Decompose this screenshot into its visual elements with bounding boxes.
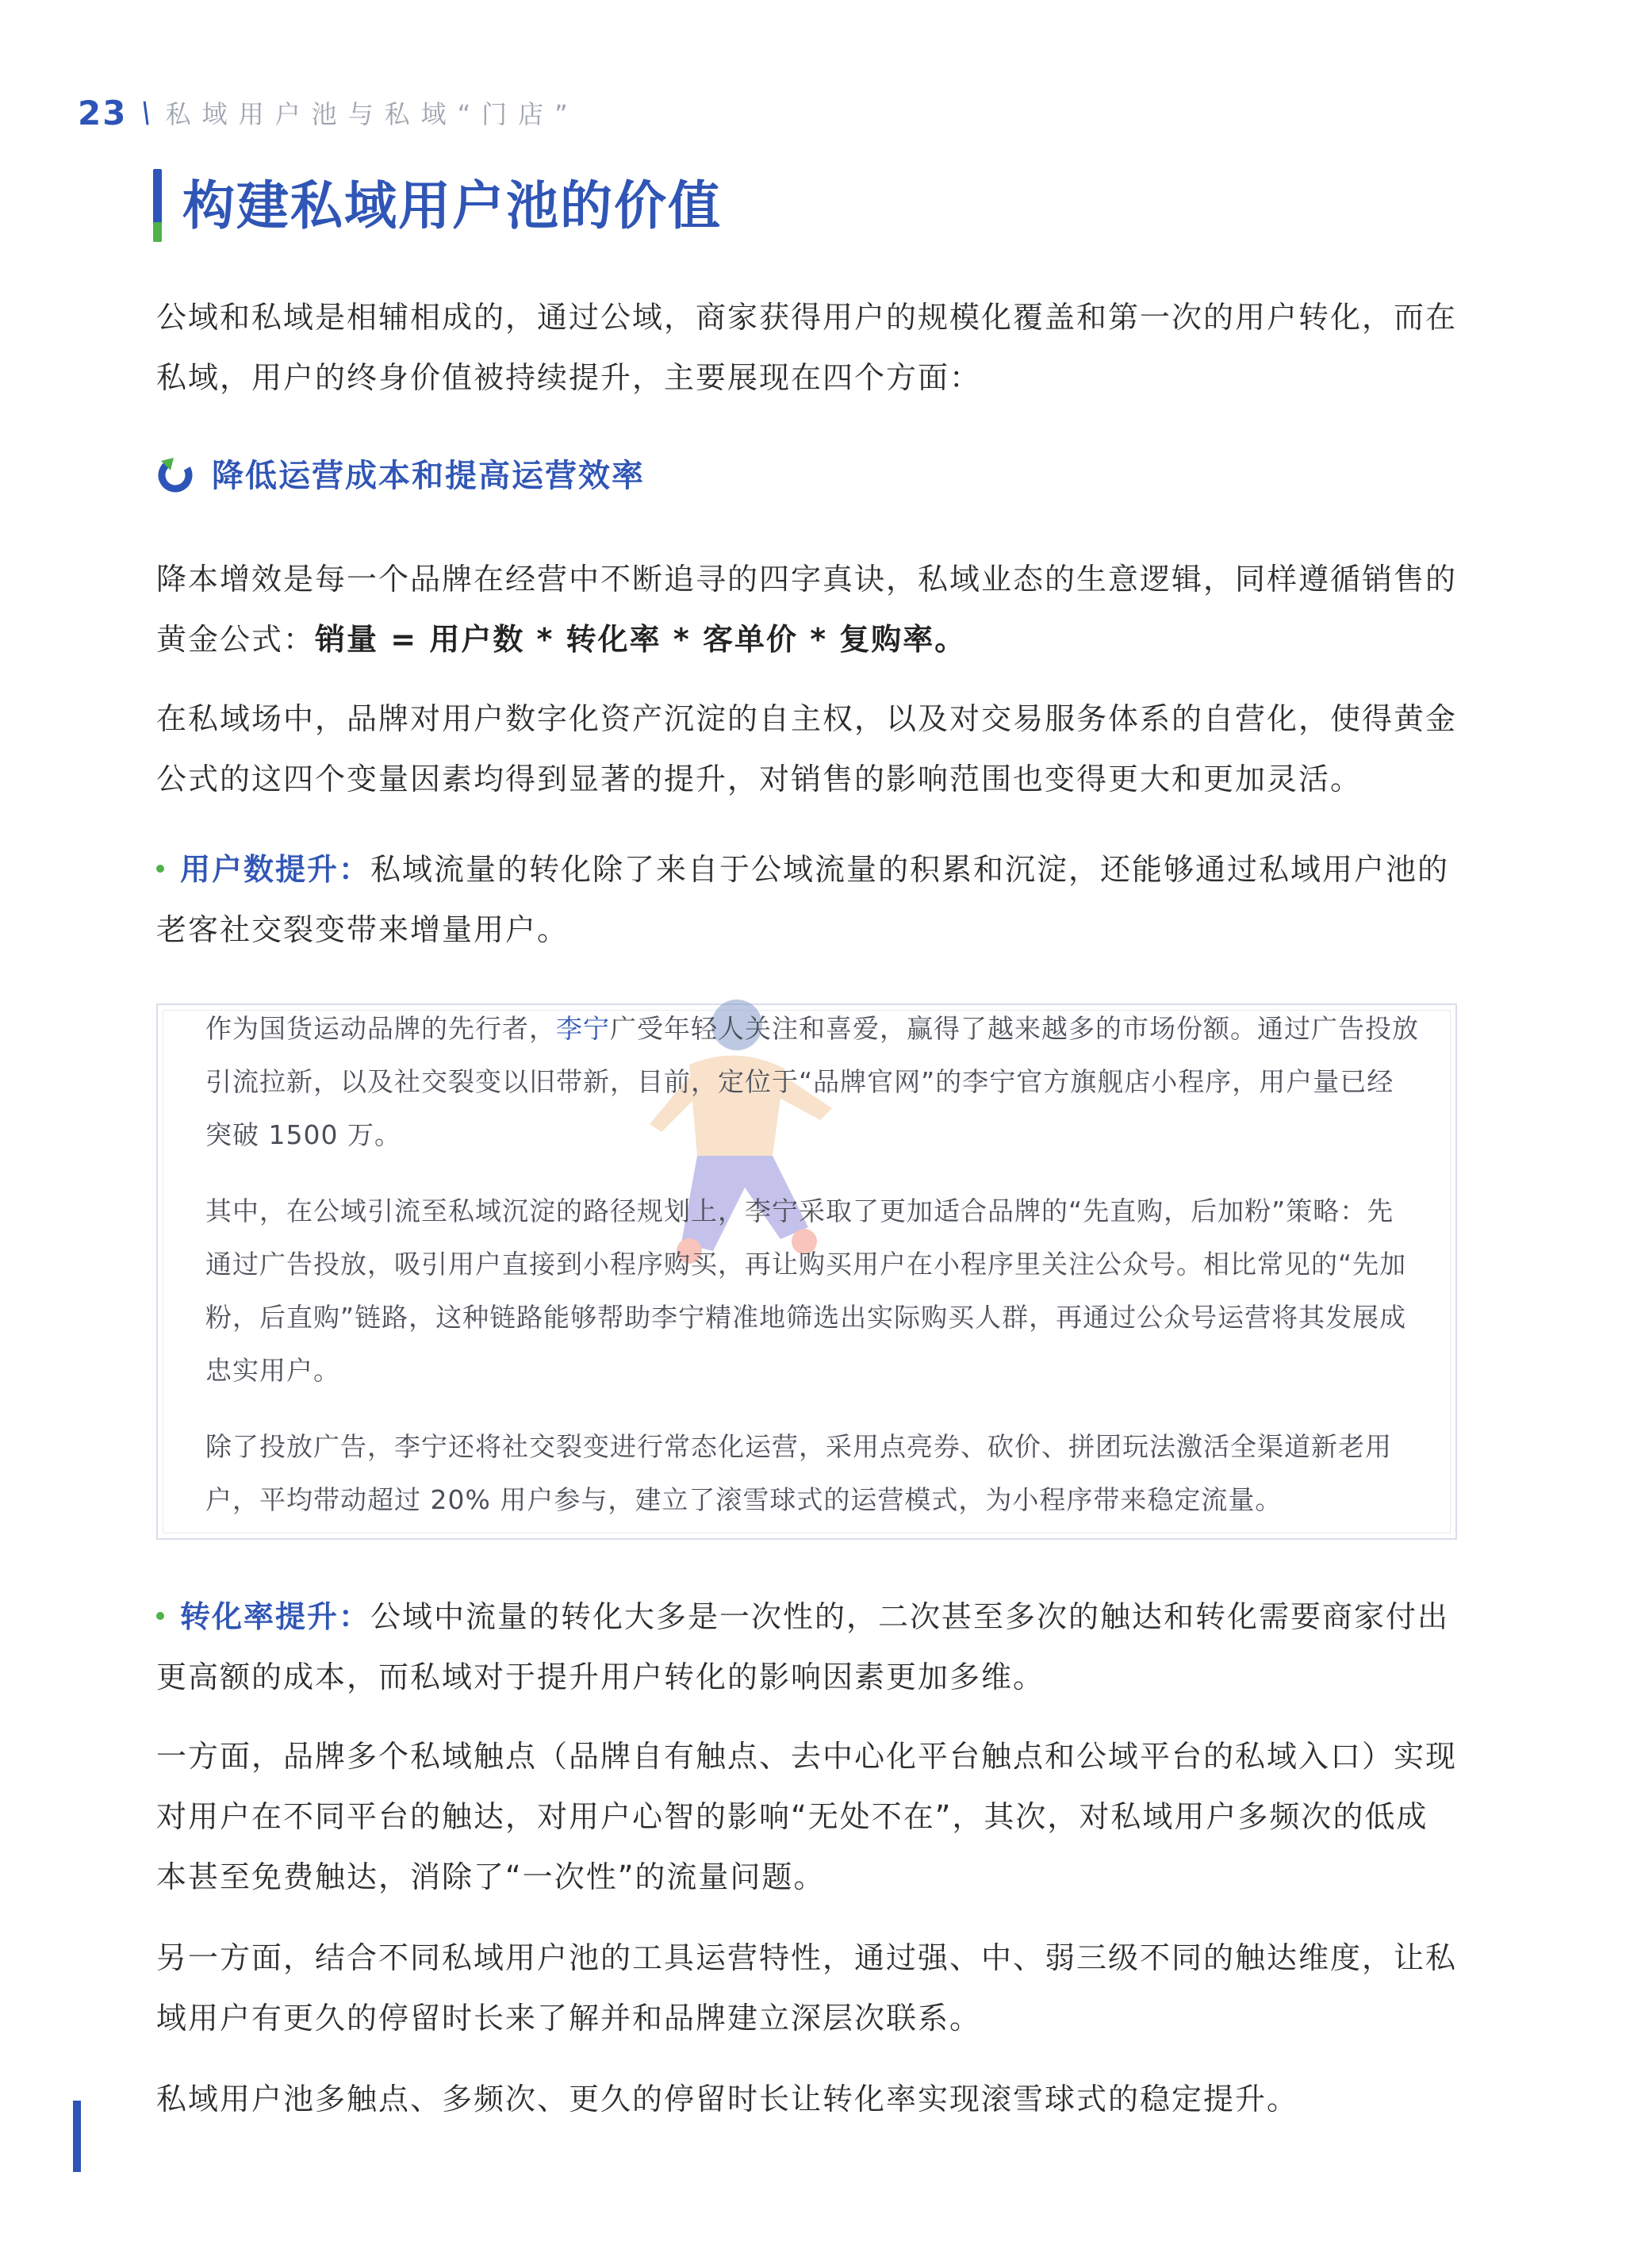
bullet-dot-icon bbox=[156, 1612, 164, 1620]
tools-paragraph: 另一方面，结合不同私域用户池的工具运营特性，通过强、中、弱三级不同的触达维度，让私域用户有更久的停留时长来了解并和品牌建立深层次联系。 bbox=[156, 1940, 1458, 2036]
subsection-title: 降低运营成本和提高运营效率 bbox=[212, 458, 645, 494]
formula-paragraph bbox=[156, 549, 1457, 670]
refresh-cycle-icon bbox=[156, 455, 194, 493]
title-accent-green bbox=[153, 222, 162, 242]
summary-paragraph: 私域用户池多触点、多频次、更久的停留时长让转化率实现滚雪球式的稳定提升。 bbox=[156, 2082, 1299, 2116]
case-study-box bbox=[156, 1004, 1457, 1540]
case-paragraph-3: 除了投放广告，李宁还将社交裂变进行常态化运营，采用点亮券、砍价、拼团玩法激活全渠道新老用户，平均带动超过 20% 用户参与，建立了滚雪球式的运营模式，为小程序带来稳定流量。 bbox=[205, 1431, 1392, 1515]
subsection-heading bbox=[156, 451, 645, 496]
brand-name: 李宁 bbox=[556, 1013, 610, 1044]
intro-paragraph: 公域和私域是相辅相成的，通过公域，商家获得用户的规模化覆盖和第一次的用户转化，而在私域，用户的终身价值被持续提升，主要展现在四个方面： bbox=[156, 300, 1458, 395]
bullet-conversion-label: 转化率提升： bbox=[180, 1599, 371, 1634]
running-title: 私域用户池与私域“门店” bbox=[165, 99, 579, 129]
touchpoints-paragraph: 一方面，品牌多个私域触点（品牌自有触点、去中心化平台触点和公域平台的私域入口）实现对用户在不同平台的触达，对用户心智的影响“无处不在”，其次，对私域用户多频次的低成本甚至免费触达，消除了“一次性”的流量问题。 bbox=[156, 1739, 1458, 1894]
bottom-accent-bar bbox=[73, 2101, 81, 2172]
bullet-conversion bbox=[156, 1587, 1457, 1707]
case-p1-after: 广受年轻人关注和喜爱，赢得了越来越多的市场份额。通过广告投放引流拉新，以及社交裂变以旧带新，目前，定位于“品牌官网”的李宁官方旗舰店小程序，用户量已经突破 1500 万。 bbox=[205, 1013, 1419, 1150]
section-title: 构建私域用户池的价值 bbox=[182, 175, 722, 236]
header-separator: \ bbox=[138, 96, 155, 129]
bullet-dot-icon bbox=[156, 865, 164, 873]
formula-intro-text: 降本增效是每一个品牌在经营中不断追寻的四字真诀，私域业态的生意逻辑，同样遵循销售的黄金公式： bbox=[156, 562, 1458, 657]
case-paragraph-1 bbox=[205, 1002, 1419, 1161]
variables-paragraph: 在私域场中，品牌对用户数字化资产沉淀的自主权，以及对交易服务体系的自营化，使得黄金公式的这四个变量因素均得到显著的提升，对销售的影响范围也变得更大和更加灵活。 bbox=[156, 701, 1458, 796]
page-number: 23 bbox=[78, 93, 128, 132]
bullet-users-text: 私域流量的转化除了来自于公域流量的积累和沉淀，还能够通过私域用户池的老客社交裂变带来增量用户。 bbox=[156, 852, 1450, 947]
bullet-users bbox=[156, 839, 1457, 960]
case-p1-before: 作为国货运动品牌的先行者， bbox=[205, 1013, 556, 1044]
case-paragraph-2: 其中，在公域引流至私域沉淀的路径规划上，李宁采取了更加适合品牌的“先直购，后加粉”策略：先通过广告投放，吸引用户直接到小程序购买，再让购买用户在小程序里关注公众号。相比常见的“先加粉，后直购”链路，这种链路能够帮助李宁精准地筛选出实际购买人群，再通过公众号运营将其发展成忠实用户。 bbox=[205, 1195, 1407, 1386]
running-header bbox=[78, 89, 579, 136]
bullet-conversion-text: 公域中流量的转化大多是一次性的，二次甚至多次的触达和转化需要商家付出更高额的成本，而私域对于提升用户转化的影响因素更加多维。 bbox=[156, 1599, 1450, 1694]
sales-formula: 销量 = 用户数 * 转化率 * 客单价 * 复购率。 bbox=[315, 622, 967, 657]
bullet-users-label: 用户数提升： bbox=[180, 852, 371, 887]
